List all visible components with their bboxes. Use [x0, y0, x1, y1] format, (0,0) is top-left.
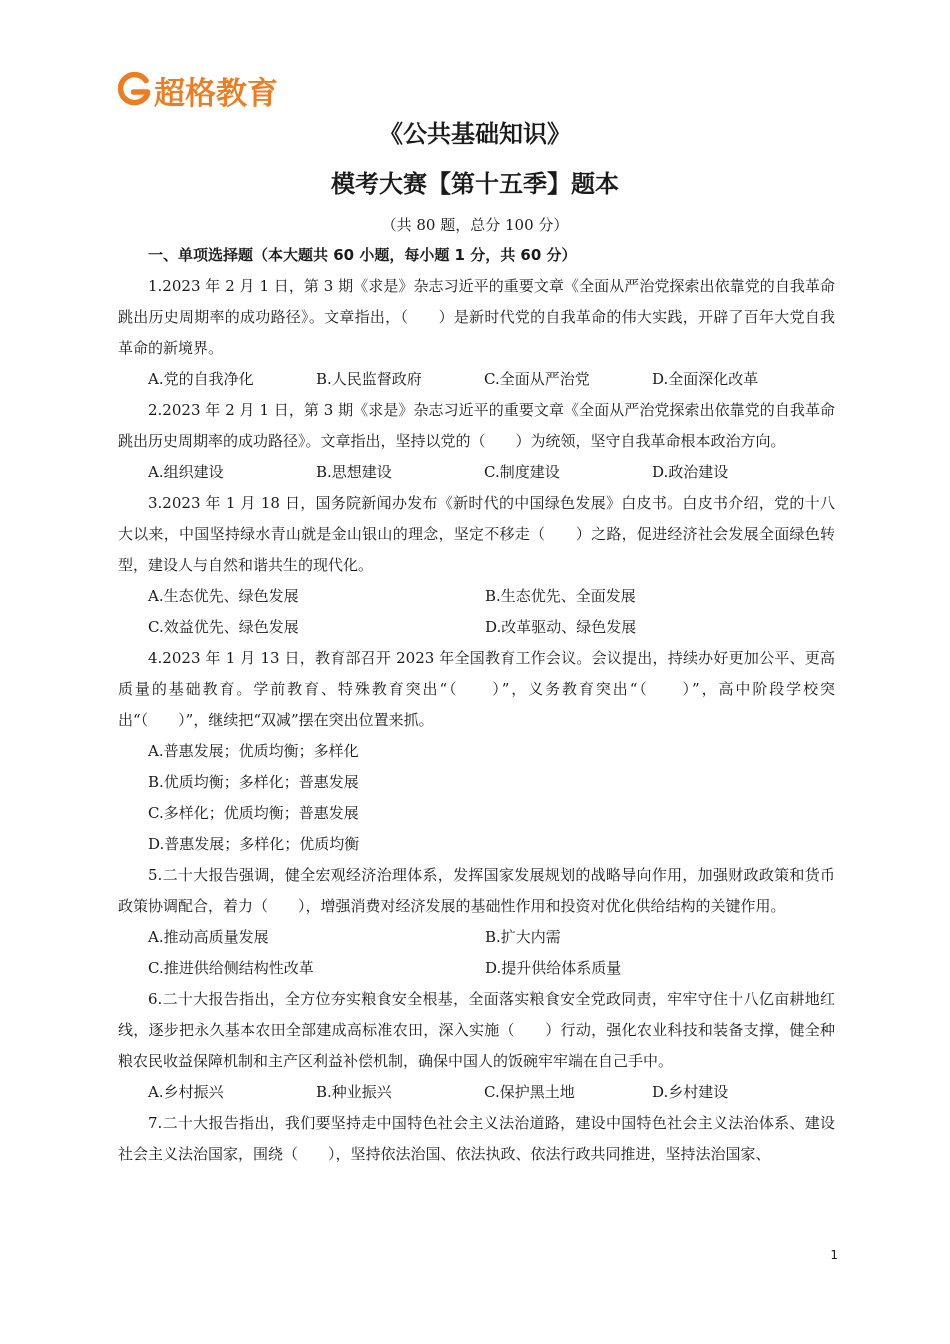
options-row	[118, 581, 835, 612]
question-content	[118, 240, 835, 1170]
page-number: 1	[830, 1248, 838, 1262]
question-2	[118, 395, 835, 488]
question-stem: 4.2023 年 1 月 13 日，教育部召开 2023 年全国教育工作会议。会议提出，持续办好更加公平、更高质量的基础教育。学前教育、特殊教育突出“（ ）”，义务教育突出“（ ）”，高中阶段学校突出“（ ）”，继续把“双减”摆在突出位置来抓。	[118, 649, 835, 729]
brand-name: 超格教育	[154, 75, 278, 112]
option-d: D.政治建设	[652, 463, 729, 481]
option-b: B.优质均衡；多样化；普惠发展	[148, 773, 359, 791]
logo-g-icon	[116, 72, 152, 108]
document-title: 《公共基础知识》	[379, 120, 571, 148]
brand-logo	[116, 70, 278, 110]
options-row	[118, 953, 835, 984]
option-d: D.乡村建设	[652, 1083, 729, 1101]
question-3	[118, 488, 835, 643]
option-a: A.生态优先、绿色发展	[148, 587, 299, 605]
option-b: B.人民监督政府	[316, 370, 422, 388]
option-a: A.党的自我净化	[148, 370, 254, 388]
option-c: C.效益优先、绿色发展	[148, 618, 299, 636]
option-d: D.改革驱动、绿色发展	[485, 618, 637, 636]
question-7	[118, 1108, 835, 1170]
options-row	[118, 1077, 835, 1108]
option-b: B.扩大内需	[485, 928, 561, 946]
option-a: A.组织建设	[148, 463, 224, 481]
option-d: D.普惠发展；多样化；优质均衡	[148, 835, 360, 853]
document-subtitle: 模考大赛【第十五季】题本	[331, 170, 619, 198]
option-a: A.普惠发展；优质均衡；多样化	[148, 742, 359, 760]
options-row	[118, 612, 835, 643]
option-a: A.推动高质量发展	[148, 928, 269, 946]
question-5	[118, 860, 835, 984]
question-4	[118, 643, 835, 860]
question-6	[118, 984, 835, 1108]
question-stem: 5.二十大报告强调，健全宏观经济治理体系，发挥国家发展规划的战略导向作用，加强财政政策和货币政策协调配合，着力（ ），增强消费对经济发展的基础性作用和投资对优化供给结构的关键作用。	[118, 866, 835, 915]
question-stem: 1.2023 年 2 月 1 日，第 3 期《求是》杂志习近平的重要文章《全面从严治党探索出依靠党的自我革命跳出历史周期率的成功路径》。文章指出，（ ）是新时代党的自我革命的伟大实践，开辟了百年大党自我革命的新境界。	[118, 277, 835, 357]
option-b: B.生态优先、全面发展	[485, 587, 636, 605]
option-c: C.全面从严治党	[484, 370, 590, 388]
option-d: D.全面深化改革	[652, 370, 759, 388]
question-1	[118, 271, 835, 395]
option-b: B.种业振兴	[316, 1083, 392, 1101]
option-c: C.多样化；优质均衡；普惠发展	[148, 804, 359, 822]
option-c: C.保护黑土地	[484, 1083, 575, 1101]
option-c: C.推进供给侧结构性改革	[148, 959, 314, 977]
score-info: （共 80 题，总分 100 分）	[381, 216, 569, 234]
option-a: A.乡村振兴	[148, 1083, 224, 1101]
question-stem: 2.2023 年 2 月 1 日，第 3 期《求是》杂志习近平的重要文章《全面从严治党探索出依靠党的自我革命跳出历史周期率的成功路径》。文章指出，坚持以党的（ ）为统领，坚守自我革命根本政治方向。	[118, 401, 835, 450]
option-d: D.提升供给体系质量	[485, 959, 622, 977]
question-stem: 7.二十大报告指出，我们要坚持走中国特色社会主义法治道路，建设中国特色社会主义法治体系、建设社会主义法治国家，围绕（ ），坚持依法治国、依法执政、依法行政共同推进，坚持法治国家、	[118, 1114, 835, 1163]
section-heading: 一、单项选择题（本大题共 60 小题，每小题 1 分，共 60 分）	[148, 246, 577, 264]
options-row	[118, 457, 835, 488]
option-c: C.制度建设	[484, 463, 560, 481]
options-row	[118, 922, 835, 953]
question-stem: 3.2023 年 1 月 18 日，国务院新闻办发布《新时代的中国绿色发展》白皮书。白皮书介绍，党的十八大以来，中国坚持绿水青山就是金山银山的理念，坚定不移走（ ）之路，促进经济社会发展全面绿色转型，建设人与自然和谐共生的现代化。	[118, 494, 835, 574]
question-stem: 6.二十大报告指出，全方位夯实粮食安全根基，全面落实粮食安全党政同责，牢牢守住十八亿亩耕地红线，逐步把永久基本农田全部建成高标准农田，深入实施（ ）行动，强化农业科技和装备支撑，健全种粮农民收益保障机制和主产区利益补偿机制，确保中国人的饭碗牢牢端在自己手中。	[118, 990, 835, 1070]
options-row	[118, 364, 835, 395]
option-b: B.思想建设	[316, 463, 392, 481]
